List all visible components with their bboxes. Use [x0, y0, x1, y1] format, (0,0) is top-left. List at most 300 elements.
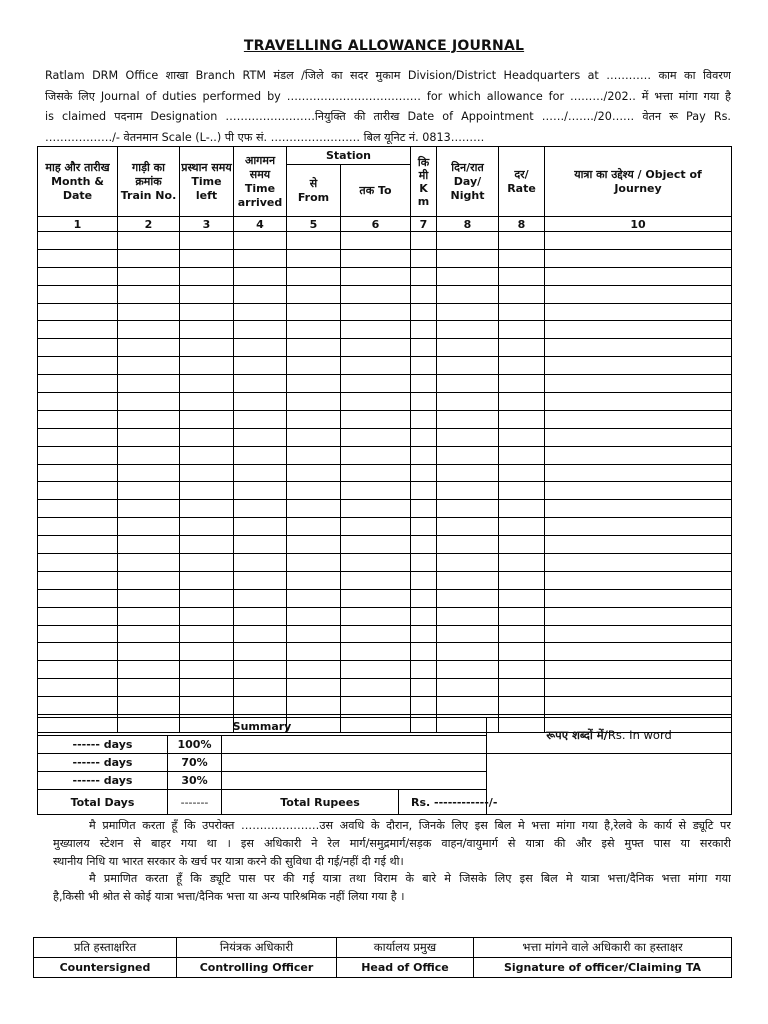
- table-cell[interactable]: [411, 321, 437, 339]
- table-cell[interactable]: [437, 536, 499, 554]
- table-cell[interactable]: [234, 267, 287, 285]
- table-cell[interactable]: [180, 661, 234, 679]
- table-cell[interactable]: [38, 267, 118, 285]
- table-cell[interactable]: [411, 303, 437, 321]
- table-cell[interactable]: [118, 536, 180, 554]
- table-cell[interactable]: [545, 625, 732, 643]
- table-cell[interactable]: [411, 679, 437, 697]
- table-cell[interactable]: [411, 607, 437, 625]
- table-cell[interactable]: [287, 554, 341, 572]
- table-cell[interactable]: [180, 285, 234, 303]
- table-cell[interactable]: [499, 679, 545, 697]
- table-cell[interactable]: [499, 232, 545, 250]
- summary-value-1[interactable]: [222, 736, 487, 754]
- col-time-left: [180, 147, 234, 217]
- table-cell[interactable]: [341, 428, 411, 446]
- table-cell[interactable]: [38, 357, 118, 375]
- table-cell[interactable]: [180, 607, 234, 625]
- table-cell[interactable]: [499, 446, 545, 464]
- table-cell[interactable]: [411, 536, 437, 554]
- table-cell[interactable]: [545, 482, 732, 500]
- table-cell[interactable]: [341, 375, 411, 393]
- table-cell[interactable]: [287, 482, 341, 500]
- table-cell[interactable]: [234, 661, 287, 679]
- table-cell[interactable]: [437, 482, 499, 500]
- table-row: [38, 321, 732, 339]
- table-cell[interactable]: [437, 393, 499, 411]
- table-cell[interactable]: [287, 285, 341, 303]
- table-cell[interactable]: [234, 518, 287, 536]
- table-cell[interactable]: [287, 375, 341, 393]
- col-train-hi: गाड़ी का क्रमांक: [132, 160, 165, 188]
- table-cell[interactable]: [411, 500, 437, 518]
- table-cell[interactable]: [341, 393, 411, 411]
- table-cell[interactable]: [545, 267, 732, 285]
- column-number-5: 5: [287, 217, 341, 232]
- table-cell[interactable]: [180, 321, 234, 339]
- table-cell[interactable]: [180, 554, 234, 572]
- table-cell[interactable]: [341, 446, 411, 464]
- table-cell[interactable]: [499, 393, 545, 411]
- signature-en-2: Controlling Officer: [177, 958, 337, 978]
- table-cell[interactable]: [118, 446, 180, 464]
- table-cell[interactable]: [287, 321, 341, 339]
- table-cell[interactable]: [118, 643, 180, 661]
- table-cell[interactable]: [545, 249, 732, 267]
- table-cell[interactable]: [545, 428, 732, 446]
- table-cell[interactable]: [38, 482, 118, 500]
- table-cell[interactable]: [234, 679, 287, 697]
- table-cell[interactable]: [118, 607, 180, 625]
- table-cell[interactable]: [341, 339, 411, 357]
- table-cell[interactable]: [38, 464, 118, 482]
- table-cell[interactable]: [38, 249, 118, 267]
- table-cell[interactable]: [545, 571, 732, 589]
- table-cell[interactable]: [411, 697, 437, 715]
- table-cell[interactable]: [180, 446, 234, 464]
- table-cell[interactable]: [341, 482, 411, 500]
- table-cell[interactable]: [38, 285, 118, 303]
- table-cell[interactable]: [437, 625, 499, 643]
- table-cell[interactable]: [545, 536, 732, 554]
- table-cell[interactable]: [341, 518, 411, 536]
- table-cell[interactable]: [411, 375, 437, 393]
- table-cell[interactable]: [234, 232, 287, 250]
- table-cell[interactable]: [341, 410, 411, 428]
- table-cell[interactable]: [118, 482, 180, 500]
- table-cell[interactable]: [545, 357, 732, 375]
- table-cell[interactable]: [287, 464, 341, 482]
- table-cell[interactable]: [499, 321, 545, 339]
- table-cell[interactable]: [38, 303, 118, 321]
- table-cell[interactable]: [287, 446, 341, 464]
- table-cell[interactable]: [499, 410, 545, 428]
- table-cell[interactable]: [234, 428, 287, 446]
- table-cell[interactable]: [38, 571, 118, 589]
- table-cell[interactable]: [234, 554, 287, 572]
- table-cell[interactable]: [118, 554, 180, 572]
- table-cell[interactable]: [545, 607, 732, 625]
- col-arrived-hi: आगमन समय: [244, 153, 276, 181]
- table-cell[interactable]: [234, 589, 287, 607]
- table-cell[interactable]: [341, 500, 411, 518]
- table-cell[interactable]: [118, 697, 180, 715]
- table-cell[interactable]: [341, 464, 411, 482]
- table-cell[interactable]: [180, 571, 234, 589]
- table-cell[interactable]: [38, 232, 118, 250]
- table-cell[interactable]: [38, 589, 118, 607]
- table-cell[interactable]: [437, 679, 499, 697]
- rs-in-words-value[interactable]: [487, 754, 732, 815]
- table-cell[interactable]: [437, 303, 499, 321]
- table-cell[interactable]: [437, 357, 499, 375]
- table-cell[interactable]: [38, 410, 118, 428]
- table-cell[interactable]: [545, 232, 732, 250]
- table-cell[interactable]: [287, 589, 341, 607]
- table-cell[interactable]: [411, 428, 437, 446]
- total-days-blank: -------: [168, 790, 222, 815]
- table-cell[interactable]: [499, 428, 545, 446]
- table-cell[interactable]: [341, 554, 411, 572]
- table-cell[interactable]: [499, 554, 545, 572]
- table-cell[interactable]: [180, 232, 234, 250]
- table-cell[interactable]: [118, 518, 180, 536]
- table-cell[interactable]: [118, 464, 180, 482]
- table-cell[interactable]: [437, 518, 499, 536]
- table-cell[interactable]: [287, 339, 341, 357]
- table-cell[interactable]: [118, 500, 180, 518]
- table-cell[interactable]: [499, 625, 545, 643]
- table-cell[interactable]: [545, 375, 732, 393]
- table-cell[interactable]: [411, 267, 437, 285]
- table-cell[interactable]: [499, 375, 545, 393]
- table-cell[interactable]: [118, 679, 180, 697]
- table-cell[interactable]: [118, 375, 180, 393]
- table-cell[interactable]: [180, 536, 234, 554]
- table-cell[interactable]: [287, 267, 341, 285]
- table-cell[interactable]: [411, 339, 437, 357]
- table-cell[interactable]: [287, 393, 341, 411]
- table-cell[interactable]: [545, 554, 732, 572]
- table-cell[interactable]: [287, 410, 341, 428]
- table-cell[interactable]: [234, 625, 287, 643]
- table-cell[interactable]: [499, 267, 545, 285]
- table-cell[interactable]: [411, 643, 437, 661]
- table-cell[interactable]: [234, 285, 287, 303]
- table-cell[interactable]: [38, 661, 118, 679]
- table-cell[interactable]: [437, 428, 499, 446]
- table-cell[interactable]: [38, 536, 118, 554]
- certificate-one: [53, 817, 731, 871]
- table-cell[interactable]: [180, 393, 234, 411]
- table-cell[interactable]: [437, 571, 499, 589]
- table-cell[interactable]: [341, 571, 411, 589]
- table-cell[interactable]: [411, 464, 437, 482]
- table-cell[interactable]: [287, 303, 341, 321]
- table-cell[interactable]: [180, 357, 234, 375]
- table-cell[interactable]: [287, 571, 341, 589]
- table-cell[interactable]: [499, 285, 545, 303]
- table-cell[interactable]: [341, 357, 411, 375]
- table-cell[interactable]: [341, 303, 411, 321]
- table-cell[interactable]: [234, 446, 287, 464]
- table-cell[interactable]: [118, 410, 180, 428]
- table-cell[interactable]: [437, 339, 499, 357]
- table-cell[interactable]: [437, 697, 499, 715]
- table-cell[interactable]: [411, 357, 437, 375]
- table-row: [38, 679, 732, 697]
- table-cell[interactable]: [118, 571, 180, 589]
- table-cell[interactable]: [341, 267, 411, 285]
- table-cell[interactable]: [118, 661, 180, 679]
- table-cell[interactable]: [545, 303, 732, 321]
- table-cell[interactable]: [545, 518, 732, 536]
- table-cell[interactable]: [234, 536, 287, 554]
- table-cell[interactable]: [287, 625, 341, 643]
- table-cell[interactable]: [118, 285, 180, 303]
- table-cell[interactable]: [545, 697, 732, 715]
- table-cell[interactable]: [411, 249, 437, 267]
- table-cell[interactable]: [341, 589, 411, 607]
- table-cell[interactable]: [287, 643, 341, 661]
- table-cell[interactable]: [180, 410, 234, 428]
- table-cell[interactable]: [411, 589, 437, 607]
- table-row: [38, 589, 732, 607]
- table-cell[interactable]: [341, 285, 411, 303]
- summary-value-3[interactable]: [222, 772, 487, 790]
- cert1-line-1: मै प्रमाणित करता हूँ कि उपरोक्त …………………उस अवधि के दौरान, जिनके लिए इस बिल मे भत्ता मांगा गया है,रेलवे के कार्य से ड्यूटि पर: [89, 819, 731, 832]
- table-cell[interactable]: [234, 464, 287, 482]
- table-row: [38, 393, 732, 411]
- table-cell[interactable]: [234, 482, 287, 500]
- table-cell[interactable]: [499, 643, 545, 661]
- table-cell[interactable]: [545, 589, 732, 607]
- table-cell[interactable]: [118, 357, 180, 375]
- table-cell[interactable]: [437, 661, 499, 679]
- table-cell[interactable]: [180, 643, 234, 661]
- table-cell[interactable]: [341, 607, 411, 625]
- table-cell[interactable]: [341, 249, 411, 267]
- table-cell[interactable]: [234, 697, 287, 715]
- table-cell[interactable]: [287, 697, 341, 715]
- total-rupees-label: Total Rupees: [222, 790, 399, 815]
- table-cell[interactable]: [180, 303, 234, 321]
- intro-line-3: is claimed पदनाम Designation ……………………नियुक्ति की तारीख Date of Appointment ……/……./20…… वेतन रू Pay Rs.: [45, 110, 731, 123]
- table-cell[interactable]: [287, 607, 341, 625]
- table-row: [38, 446, 732, 464]
- table-cell[interactable]: [545, 446, 732, 464]
- signature-hi-2: नियंत्रक अधिकारी: [177, 938, 337, 958]
- table-cell[interactable]: [234, 321, 287, 339]
- table-cell[interactable]: [118, 249, 180, 267]
- table-cell[interactable]: [437, 643, 499, 661]
- table-cell[interactable]: [287, 249, 341, 267]
- table-cell[interactable]: [437, 285, 499, 303]
- table-cell[interactable]: [287, 679, 341, 697]
- table-cell[interactable]: [341, 661, 411, 679]
- table-cell[interactable]: [180, 589, 234, 607]
- table-cell[interactable]: [180, 625, 234, 643]
- table-cell[interactable]: [545, 321, 732, 339]
- table-cell[interactable]: [411, 571, 437, 589]
- table-cell[interactable]: [180, 428, 234, 446]
- signature-en-3: Head of Office: [337, 958, 474, 978]
- table-cell[interactable]: [118, 232, 180, 250]
- table-cell[interactable]: [234, 410, 287, 428]
- table-cell[interactable]: [180, 518, 234, 536]
- table-cell[interactable]: [180, 249, 234, 267]
- table-cell[interactable]: [118, 339, 180, 357]
- table-cell[interactable]: [38, 679, 118, 697]
- table-cell[interactable]: [499, 249, 545, 267]
- table-cell[interactable]: [234, 375, 287, 393]
- table-cell[interactable]: [234, 249, 287, 267]
- table-cell[interactable]: [411, 554, 437, 572]
- table-cell[interactable]: [437, 607, 499, 625]
- table-cell[interactable]: [411, 625, 437, 643]
- table-cell[interactable]: [38, 625, 118, 643]
- cert2-line-2: है,किसी भी श्रोत से कोई यात्रा भत्ता/दैनिक भत्ता या अन्य पारिश्रमिक नहीं लिया गया है ।: [53, 890, 405, 903]
- table-cell[interactable]: [234, 607, 287, 625]
- table-cell[interactable]: [545, 500, 732, 518]
- table-cell[interactable]: [411, 661, 437, 679]
- table-cell[interactable]: [234, 393, 287, 411]
- table-cell[interactable]: [234, 357, 287, 375]
- table-cell[interactable]: [437, 589, 499, 607]
- table-cell[interactable]: [38, 643, 118, 661]
- table-cell[interactable]: [180, 679, 234, 697]
- table-cell[interactable]: [38, 375, 118, 393]
- table-cell[interactable]: [499, 303, 545, 321]
- table-cell[interactable]: [341, 679, 411, 697]
- table-cell[interactable]: [341, 643, 411, 661]
- table-cell[interactable]: [180, 697, 234, 715]
- table-cell[interactable]: [118, 393, 180, 411]
- table-row: [38, 267, 732, 285]
- table-cell[interactable]: [234, 500, 287, 518]
- table-cell[interactable]: [118, 303, 180, 321]
- table-cell[interactable]: [545, 464, 732, 482]
- table-cell[interactable]: [341, 232, 411, 250]
- table-cell[interactable]: [180, 500, 234, 518]
- table-cell[interactable]: [38, 393, 118, 411]
- table-cell[interactable]: [545, 679, 732, 697]
- table-cell[interactable]: [437, 500, 499, 518]
- table-cell[interactable]: [234, 303, 287, 321]
- table-cell[interactable]: [545, 339, 732, 357]
- table-cell[interactable]: [437, 464, 499, 482]
- table-cell[interactable]: [437, 232, 499, 250]
- table-cell[interactable]: [118, 625, 180, 643]
- journal-table: [37, 146, 732, 733]
- table-cell[interactable]: [411, 232, 437, 250]
- table-cell[interactable]: [545, 393, 732, 411]
- table-cell[interactable]: [499, 536, 545, 554]
- table-cell[interactable]: [545, 410, 732, 428]
- table-cell[interactable]: [180, 482, 234, 500]
- table-cell[interactable]: [180, 464, 234, 482]
- table-cell[interactable]: [180, 339, 234, 357]
- table-cell[interactable]: [287, 232, 341, 250]
- table-cell[interactable]: [499, 500, 545, 518]
- table-cell[interactable]: [234, 339, 287, 357]
- table-cell[interactable]: [287, 536, 341, 554]
- table-cell[interactable]: [38, 697, 118, 715]
- table-cell[interactable]: [499, 518, 545, 536]
- table-cell[interactable]: [437, 267, 499, 285]
- table-cell[interactable]: [38, 321, 118, 339]
- table-cell[interactable]: [437, 446, 499, 464]
- table-cell[interactable]: [411, 393, 437, 411]
- table-cell[interactable]: [499, 357, 545, 375]
- table-row: [38, 625, 732, 643]
- table-cell[interactable]: [287, 518, 341, 536]
- table-cell[interactable]: [499, 697, 545, 715]
- table-cell[interactable]: [341, 697, 411, 715]
- table-cell[interactable]: [499, 571, 545, 589]
- table-cell[interactable]: [180, 267, 234, 285]
- table-cell[interactable]: [411, 446, 437, 464]
- column-number-8: 8: [437, 217, 499, 232]
- table-cell[interactable]: [545, 285, 732, 303]
- table-row: [38, 410, 732, 428]
- table-cell[interactable]: [499, 607, 545, 625]
- table-cell[interactable]: [287, 500, 341, 518]
- table-cell[interactable]: [234, 571, 287, 589]
- table-cell[interactable]: [118, 267, 180, 285]
- table-row: [38, 232, 732, 250]
- table-cell[interactable]: [38, 554, 118, 572]
- table-cell[interactable]: [437, 321, 499, 339]
- table-cell[interactable]: [341, 321, 411, 339]
- column-number-9: 8: [499, 217, 545, 232]
- table-cell[interactable]: [118, 321, 180, 339]
- table-cell[interactable]: [341, 625, 411, 643]
- summary-value-2[interactable]: [222, 754, 487, 772]
- table-cell[interactable]: [341, 536, 411, 554]
- table-cell[interactable]: [38, 428, 118, 446]
- table-cell[interactable]: [411, 482, 437, 500]
- table-cell[interactable]: [38, 500, 118, 518]
- table-cell[interactable]: [437, 375, 499, 393]
- table-cell[interactable]: [287, 428, 341, 446]
- table-cell[interactable]: [499, 339, 545, 357]
- table-cell[interactable]: [499, 661, 545, 679]
- table-cell[interactable]: [499, 464, 545, 482]
- table-cell[interactable]: [437, 249, 499, 267]
- table-cell[interactable]: [411, 285, 437, 303]
- table-cell[interactable]: [234, 643, 287, 661]
- table-cell[interactable]: [180, 375, 234, 393]
- table-cell[interactable]: [38, 339, 118, 357]
- table-cell[interactable]: [545, 643, 732, 661]
- table-cell[interactable]: [38, 446, 118, 464]
- table-cell[interactable]: [411, 410, 437, 428]
- table-cell[interactable]: [545, 661, 732, 679]
- table-cell[interactable]: [287, 661, 341, 679]
- table-cell[interactable]: [437, 554, 499, 572]
- table-cell[interactable]: [38, 607, 118, 625]
- table-cell[interactable]: [437, 410, 499, 428]
- table-cell[interactable]: [499, 482, 545, 500]
- table-row: [38, 303, 732, 321]
- table-cell[interactable]: [38, 518, 118, 536]
- table-cell[interactable]: [499, 589, 545, 607]
- table-cell[interactable]: [118, 589, 180, 607]
- table-cell[interactable]: [411, 518, 437, 536]
- table-cell[interactable]: [118, 428, 180, 446]
- table-cell[interactable]: [287, 357, 341, 375]
